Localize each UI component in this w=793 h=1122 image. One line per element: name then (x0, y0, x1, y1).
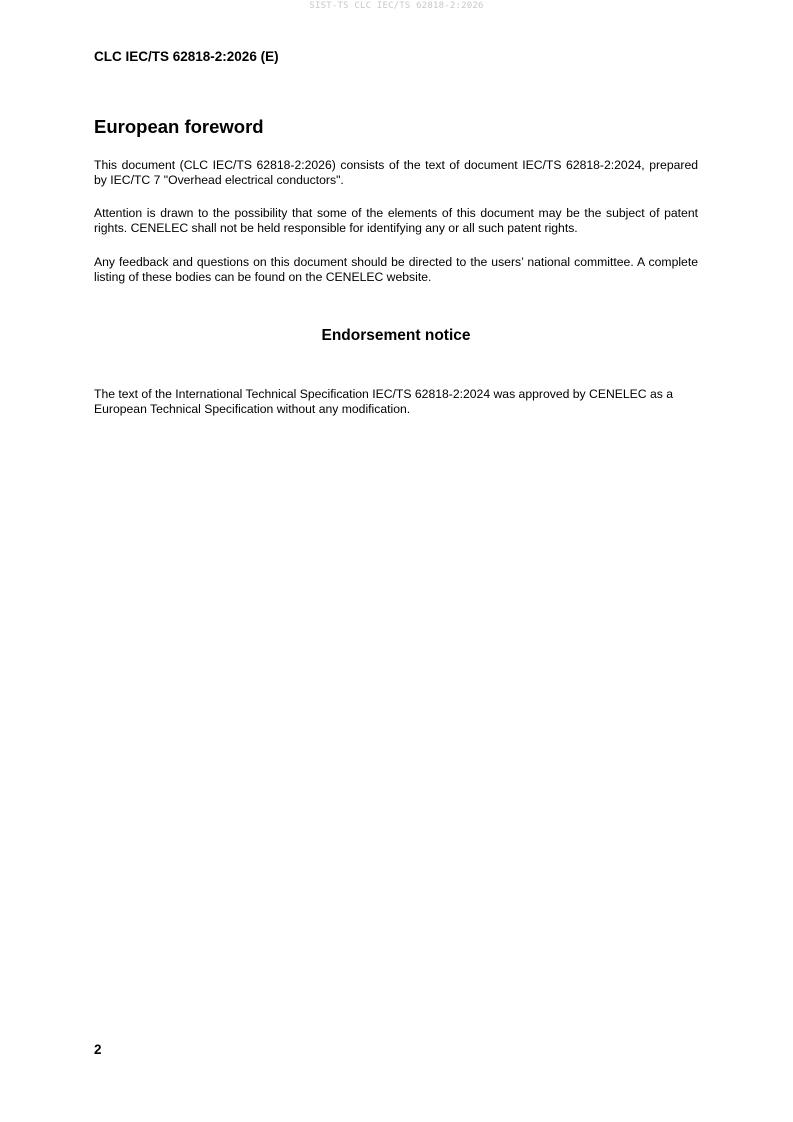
watermark: SIST-TS CLC IEC/TS 62818-2:2026 (309, 1, 484, 11)
document-identifier: CLC IEC/TS 62818-2:2026 (E) (94, 49, 279, 64)
foreword-paragraph: Any feedback and questions on this document should be directed to the users’ national committee. A complete listing of these bodies can be found on the CENELEC website. (94, 255, 698, 284)
foreword-paragraph: Attention is drawn to the possibility that some of the elements of this document may be the subject of patent rights. CENELEC shall not be held responsible for identifying any or all such patent rights. (94, 206, 698, 235)
endorsement-text: The text of the International Technical Specification IEC/TS 62818-2:2024 was approved by CENELEC as a European Technical Specification without any modification. (94, 387, 674, 416)
foreword-paragraph: This document (CLC IEC/TS 62818-2:2026) consists of the text of document IEC/TS 62818-2:2024, prepared by IEC/TC 7 "Overhead electrical conductors". (94, 158, 698, 187)
foreword-title: European foreword (94, 116, 264, 137)
endorsement-title: Endorsement notice (321, 327, 471, 344)
page-number: 2 (94, 1042, 102, 1057)
